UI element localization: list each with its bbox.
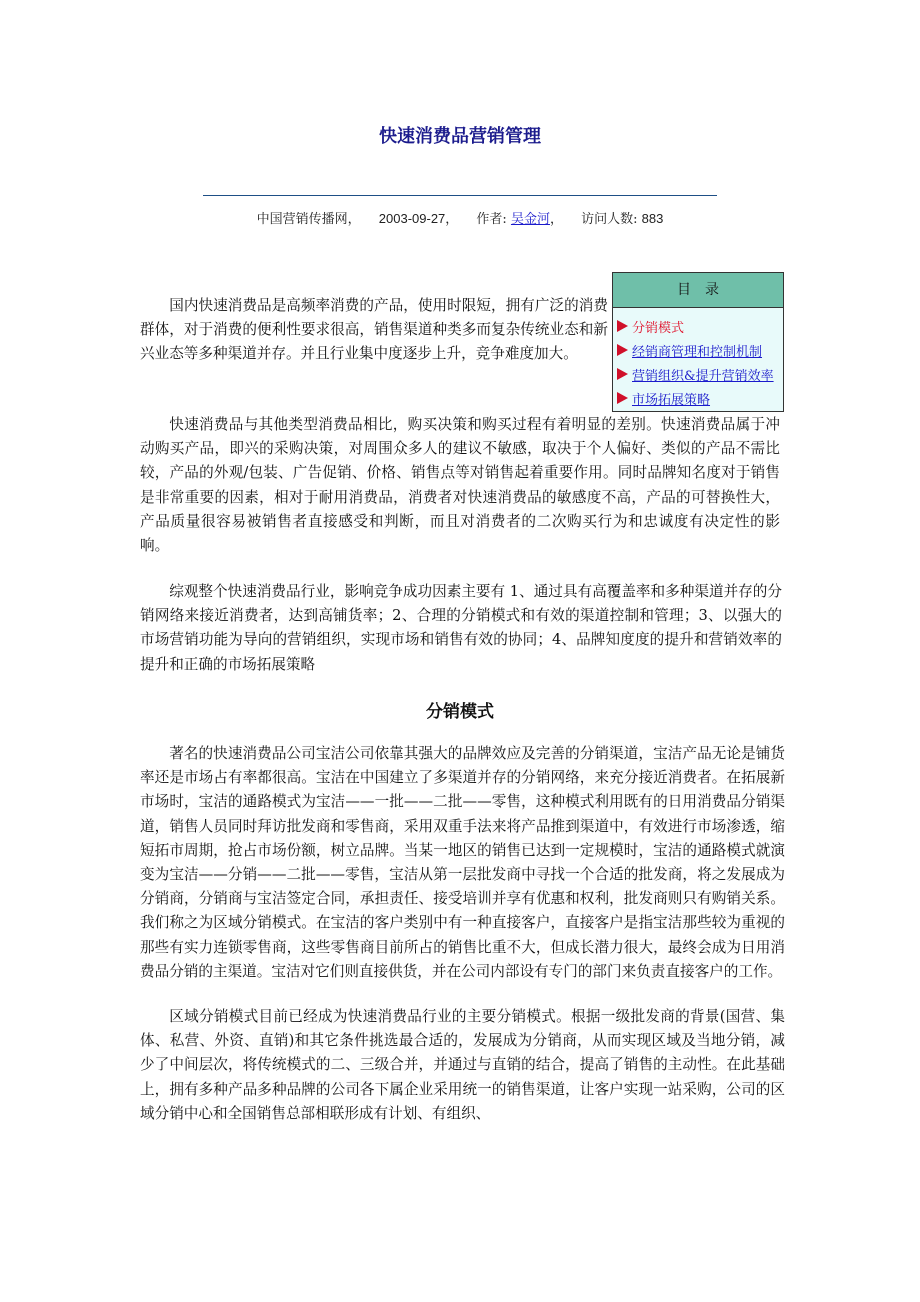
table-of-contents bbox=[612, 272, 784, 412]
body-paragraph-1: 国内快速消费品是高频率消费的产品，使用时限短，拥有广泛的消费群体，对于消费的便利性要求很高，销售渠道种类多而复杂传统业态和新兴业态等多种渠道并存。并且行业集中度逐步上升，竞争难度加大。 bbox=[140, 297, 608, 363]
section-heading-distribution-model: 分销模式 bbox=[426, 702, 494, 722]
body-paragraph-5: 区域分销模式目前已经成为快速消费品行业的主要分销模式。根据一级批发商的背景(国营、集体、私营、外资、直销)和其它条件挑选最合适的，发展成为分销商，从而实现区域及当地分销，减少了中间层次，将传统模式的二、三级合并，并通过与直销的结合，提高了销售的主动性。在此基础上，拥有多种产品多种品牌的公司各下属企业采用统一的销售渠道，让客户实现一站采购，公司的区域分销中心和全国销售总部相联形成有计划、有组织、 bbox=[140, 1008, 785, 1122]
toc-item-distribution-model[interactable] bbox=[613, 314, 783, 338]
page-title: 快速消费品营销管理 bbox=[379, 126, 541, 147]
arrow-right-icon bbox=[617, 392, 628, 404]
author-link[interactable]: 吴金河 bbox=[510, 212, 550, 227]
toc-item-label: 经销商管理和控制机制 bbox=[632, 344, 763, 360]
arrow-right-icon bbox=[617, 320, 628, 332]
arrow-right-icon bbox=[617, 368, 628, 380]
article-meta bbox=[0, 208, 920, 227]
meta-author-label: 作者: bbox=[476, 212, 507, 227]
meta-visits-count: 883 bbox=[641, 211, 664, 226]
toc-item-market-expansion[interactable] bbox=[613, 386, 783, 410]
meta-date: 2003-09-27， bbox=[378, 211, 459, 226]
body-paragraph-2: 快速消费品与其他类型消费品相比，购买决策和购买过程有着明显的差别。快速消费品属于冲动购买产品，即兴的采购决策，对周围众多人的建议不敏感，取决于个人偏好、类似的产品不需比较，产品的外观/包装、广告促销、价格、销售点等对销售起着重要作用。同时品牌知名度对于销售是非常重要的因素，相对于耐用消费品，消费者对快速消费品的敏感度不高，产品的可替换性大，产品质量很容易被销售者直接感受和判断，而且对消费者的二次购买行为和忠诚度有决定性的影响。 bbox=[140, 416, 780, 555]
toc-item-label: 分销模式 bbox=[632, 320, 685, 336]
arrow-right-icon bbox=[617, 344, 628, 356]
meta-source: 中国营销传播网， bbox=[256, 212, 361, 227]
toc-item-label: 营销组织&提升营销效率 bbox=[632, 368, 774, 384]
toc-item-marketing-organization[interactable] bbox=[613, 362, 783, 386]
toc-list bbox=[613, 308, 783, 410]
toc-header: 目录 bbox=[613, 273, 783, 308]
toc-item-label: 市场拓展策略 bbox=[632, 392, 711, 408]
meta-visits-label: 访问人数: bbox=[581, 212, 638, 227]
title-divider bbox=[203, 195, 717, 196]
meta-author-suffix: ， bbox=[549, 212, 563, 227]
body-paragraph-4: 著名的快速消费品公司宝洁公司依靠其强大的品牌效应及完善的分销渠道，宝洁产品无论是铺货率还是市场占有率都很高。宝洁在中国建立了多渠道并存的分销网络，来充分接近消费者。在拓展新市场时，宝洁的通路模式为宝洁——一批——二批——零售，这种模式利用既有的日用消费品分销渠道，销售人员同时拜访批发商和零售商，采用双重手法来将产品推到渠道中，有效进行市场渗透，缩短拓市周期，抢占市场份额，树立品牌。当某一地区的销售已达到一定规模时，宝洁的通路模式就演变为宝洁——分销——二批——零售，宝洁从第一层批发商中寻找一个合适的批发商，将之发展成为分销商，分销商与宝洁签定合同，承担责任、接受培训并享有优惠和权利，批发商则只有购销关系。我们称之为区域分销模式。在宝洁的客户类别中有一种直接客户，直接客户是指宝洁那些较为重视的那些有实力连锁零售商，这些零售商目前所占的销售比重不大，但成长潜力很大，最终会成为日用消费品分销的主渠道。宝洁对它们则直接供货，并在公司内部设有专门的部门来负责直接客户的工作。 bbox=[140, 745, 785, 980]
toc-item-dealer-management[interactable] bbox=[613, 338, 783, 362]
body-paragraph-3: 综观整个快速消费品行业，影响竞争成功因素主要有 1、通过具有高覆盖率和多种渠道并存的分销网络来接近消费者，达到高铺货率；2、合理的分销模式和有效的渠道控制和管理；3、以强大的市场营销功能为导向的营销组织，实现市场和销售有效的协同；4、品牌知度度的提升和营销效率的提升和正确的市场拓展策略 bbox=[140, 583, 782, 673]
